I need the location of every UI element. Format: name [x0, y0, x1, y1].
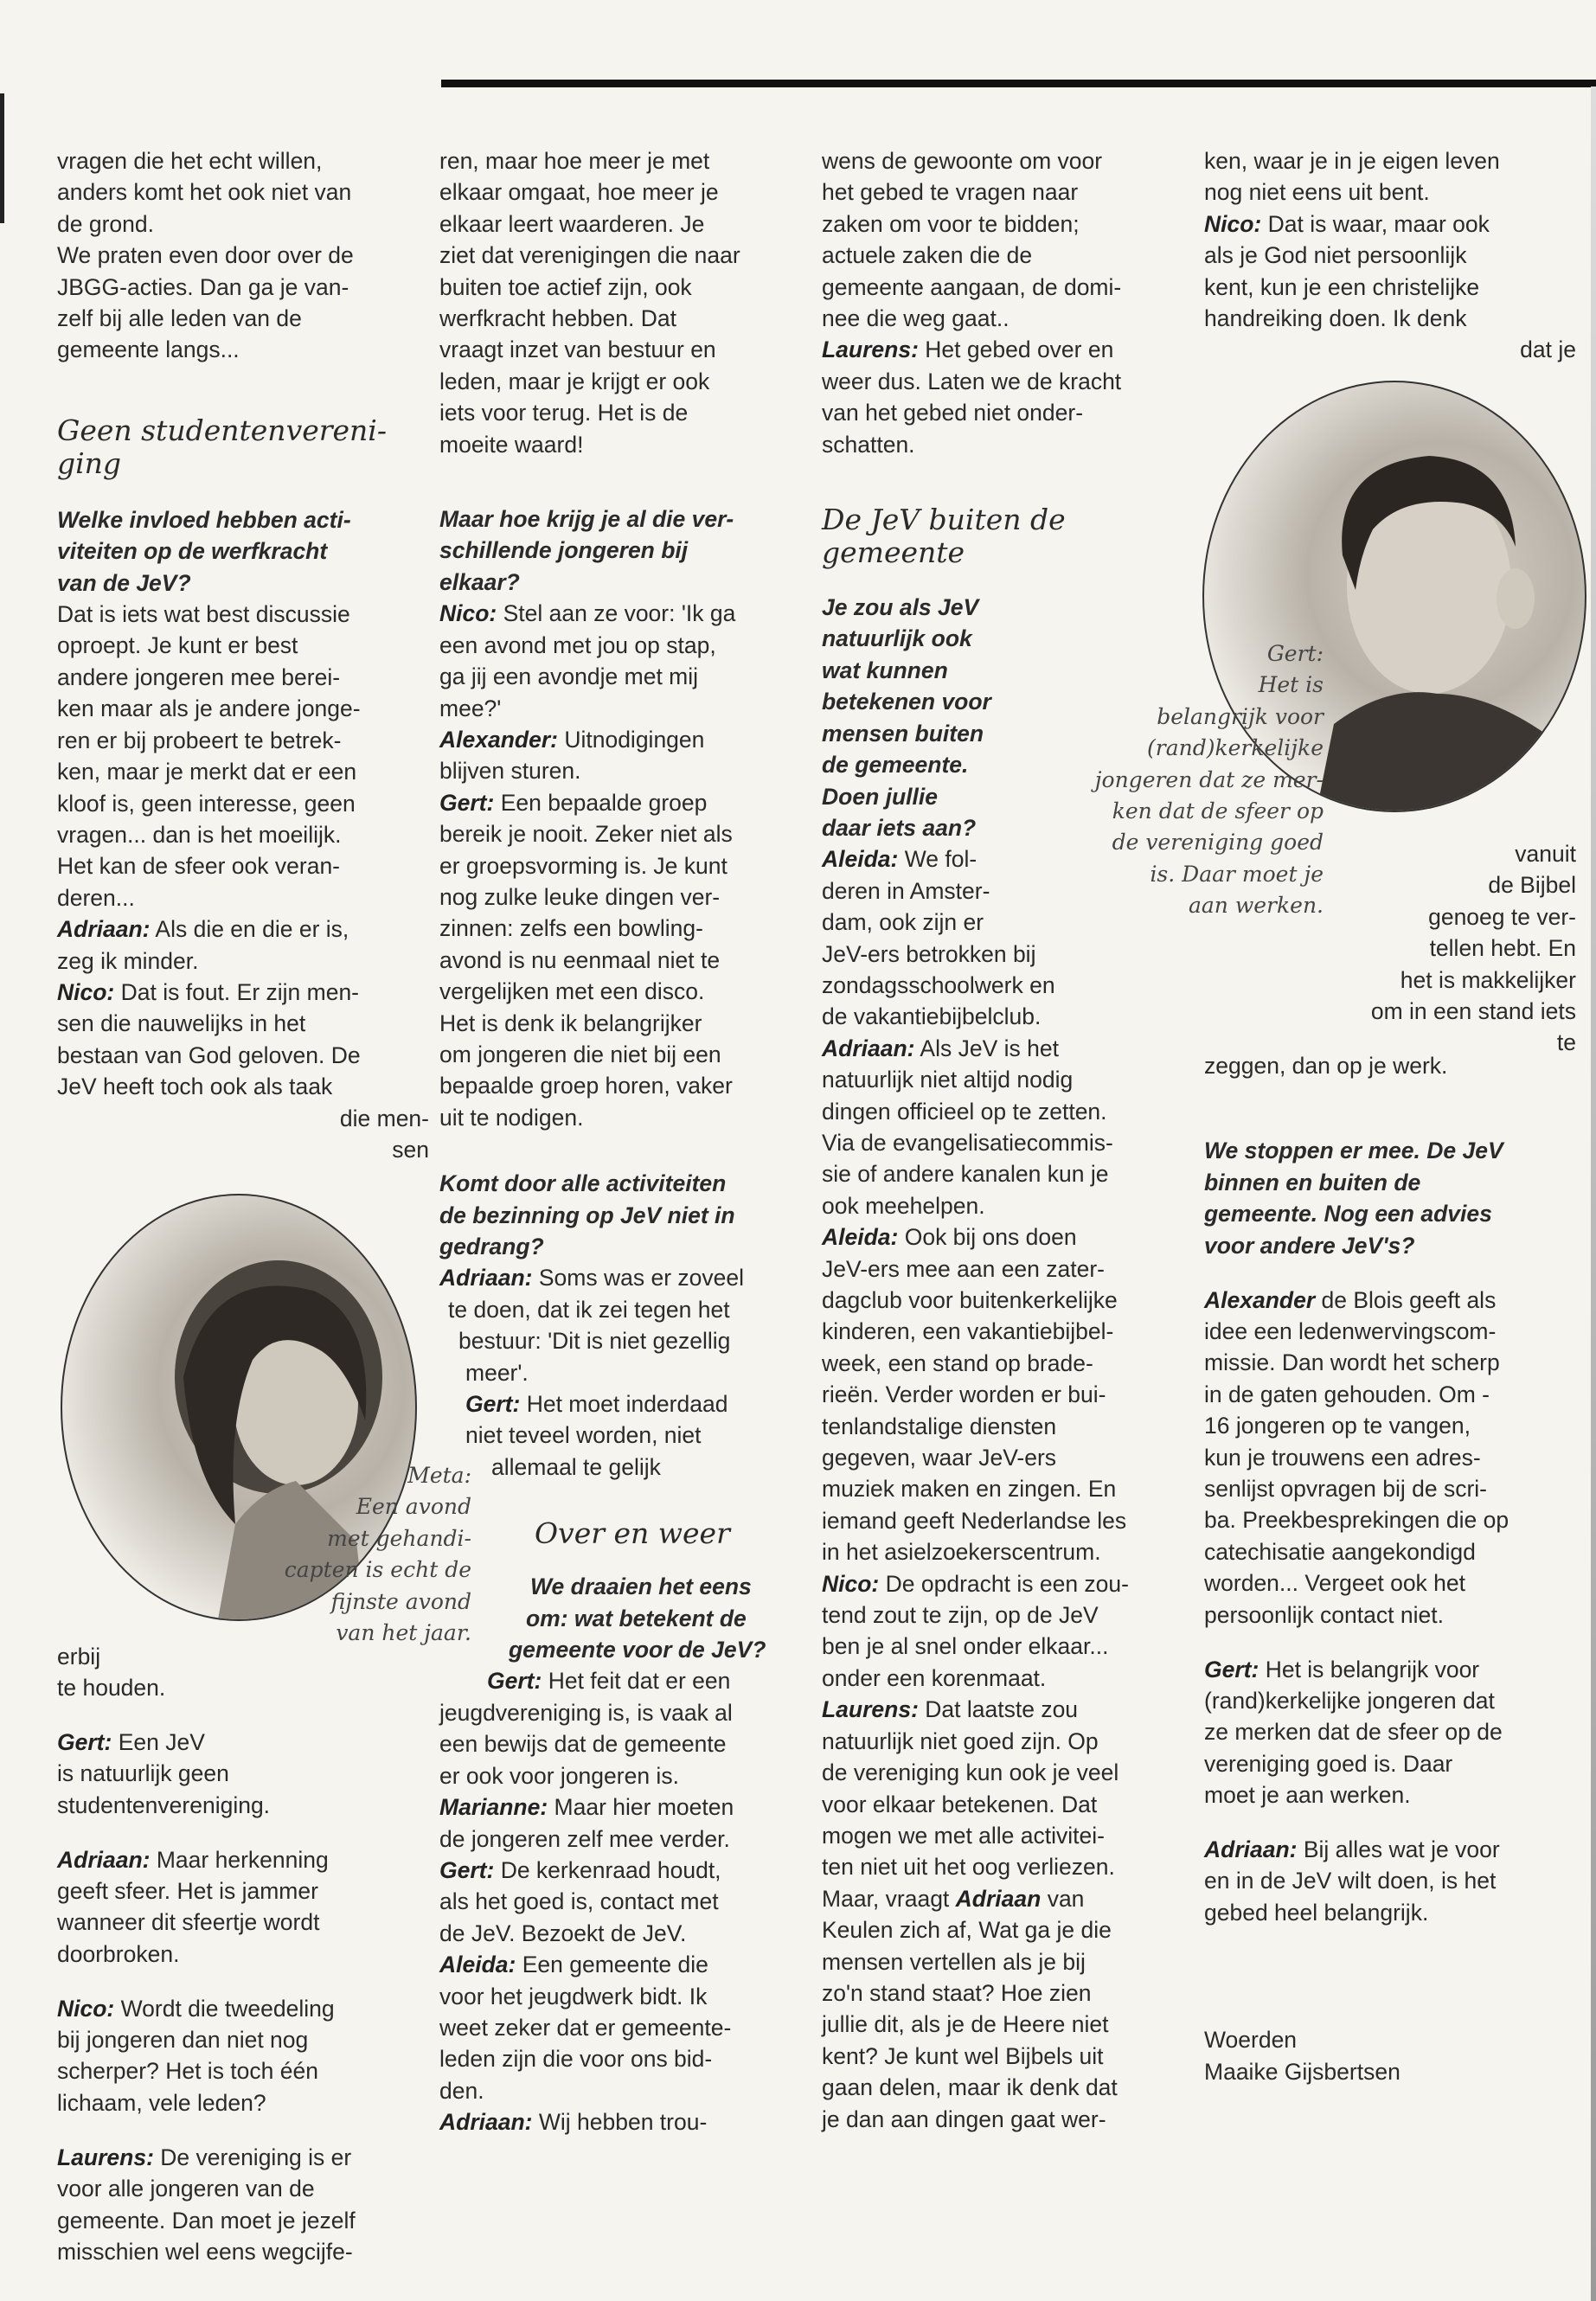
speaker-gert-6: Gert: Het is belangrijk voor (rand)kerkelijke jongeren dat ze merken dat de sfeer op de vereniging goed is. Daar moet je aan werken. [1204, 1656, 1503, 1809]
heading-jev-buiten-gemeente: De JeV buiten de gemeente [822, 503, 1066, 570]
speaker-nico-3: Nico: Stel aan ze voor: 'Ik ga een avond met jou op stap, ga jij een avondje met mij mee?' [439, 600, 736, 721]
speaker-marianne: Marianne: Maar hier moeten de jongeren zelf mee verder. [439, 1794, 734, 1852]
column-1-bottom [57, 1618, 429, 2291]
column-3 [822, 145, 1194, 2135]
speaker-gert-3: Gert: Het moet inderdaad niet teveel worden, niet allemaal te gelijk [465, 1391, 728, 1480]
signature-place: Woerden [1204, 2027, 1298, 2054]
column-4-bottom [1204, 1027, 1576, 2111]
speaker-gert-2: Gert: Een bepaalde groep bereik je nooit. Zeker niet als er groepsvorming is. Je kunt nog zulke leuke dingen ver- zinnen: zelfs een bowling- avond is nu eenmaal niet te vergelijken met een disco. Het is denk ik belangrijker om jongeren die niet bij een bepaalde groep horen, vaker uit te nodigen. [439, 789, 733, 1131]
col1-bottom-start: erbij te houden. [57, 1643, 166, 1701]
corner-rule [0, 93, 4, 223]
col3-top: wens de gewoonte om voor het gebed te vragen naar zaken om voor te bidden; actuele zaken die de gemeente aangaan, de domi- nee die weg gaat.. [822, 148, 1122, 332]
speaker-gert-4: Gert: Het feit dat er een jeugdvereniging is, is vaak al een bewijs dat de gemeente er ook voor jongeren is. [439, 1668, 733, 1789]
speaker-aleida-1: Aleida: Een gemeente die voor het jeugdwerk bidt. Ik weet zeker dat er gemeente- leden zijn die voor ons bid- den. [439, 1952, 732, 2104]
speaker-laurens-2: Laurens: Het gebed over en weer dus. Laten we de kracht van het gebed niet onder- schatten. [822, 336, 1122, 458]
top-rule [441, 80, 1596, 87]
answer-invloed: Dat is iets wat best discussie oproept. Je kunt er best andere jongeren mee berei- ken maar als je andere jonge- ren er bij probeert te betrek- ken, maar je merkt dat er een kloof is, geen interesse, geen vragen... dan is het moeilijk. Het kan de sfeer ook veran- deren... [57, 601, 361, 911]
speaker-nico-4: Nico: De opdracht is een zou- tend zout te zijn, op de JeV ben je al snel onder elkaar... onder een korenmaat. [822, 1570, 1129, 1691]
speaker-laurens-3: Laurens: Dat laatste zou natuurlijk niet goed zijn. Op de vereniging kun ook je veel voor elkaar betekenen. Dat mogen we met alle activitei- ten niet uit het oog verliezen. Maar, vraagt Adriaan van Keulen zich af, Wat ga je die mensen vertellen als je bij zo'n stand staat? Hoe zien jullie dit, als je de Heere niet kent? Je kunt wel Bijbels uit gaan delen, maar ik denk dat je dan aan dingen gaat wer- [822, 1696, 1119, 2132]
question-bezinning: Komt door alle activiteiten de bezinning op JeV niet in gedrang? [439, 1170, 735, 1259]
column-4 [1204, 145, 1576, 366]
speaker-gert-5: Gert: De kerkenraad houdt, als het goed is, contact met de JeV. Bezoekt de JeV. [439, 1856, 721, 1946]
page-edge-shadow [1591, 87, 1596, 2301]
wrap-right-1: die men- sen [339, 1105, 429, 1163]
speaker-aleida-2: Aleida: We fol- deren in Amster- dam, ook zijn er JeV-ers betrokken bij zondagsschoolwerk en de vakantiebijbelclub. [822, 846, 1055, 1030]
speaker-nico-2: Nico: Wordt die tweedeling bij jongeren dan niet nog scherper? Het is toch één lichaam, vele leden? [57, 1995, 335, 2116]
question-jongeren-bij-elkaar: Maar hoe krijg je al die ver- schillende jongeren bij elkaar? [439, 506, 734, 595]
column-1 [57, 145, 429, 1165]
signature [1204, 2024, 1576, 2087]
col1-intro: vragen die het echt willen, anders komt het ook niet van de grond. We praten even door over de JBGG-acties. Dan ga je van- zelf bij alle leden van de gemeente langs... [57, 148, 354, 363]
question-advies: We stoppen er mee. De JeV binnen en buiten de gemeente. Nog een advies voor andere JeV's? [1204, 1138, 1503, 1259]
heading-geen-studentenvereniging: Geen studentenvereni- ging [57, 413, 387, 480]
column-2 [439, 145, 811, 2138]
speaker-gert-1: Gert: Een JeV is natuurlijk geen studentenvereniging. [57, 1728, 271, 1818]
speaker-adriaan-2: Adriaan: Maar herkenning geeft sfeer. Het is jammer wanneer dit sfeertje wordt doorbroken. [57, 1846, 329, 1967]
speaker-adriaan-4: Adriaan: Wij hebben trou- [439, 2109, 708, 2136]
speaker-aleida-3: Aleida: Ook bij ons doen JeV-ers mee aan een zater- dagclub voor buitenkerkelijke kinderen, een vakantiebijbel- week, een stand op brade- rieën. Verder worden er bui- tenlandstalige diensten gegeven, waar JeV-ers muziek maken en zingen. En iemand geeft Nederlandse les in het asielzoekerscentrum. [822, 1224, 1127, 1566]
speaker-alexander-2: Alexander de Blois geeft als idee een ledenwervingscom- missie. Dan wordt het scherp in de gaten gehouden. Om - 16 jongeren op te vangen, kun je trouwens een adres- senlijst opvragen bij de scri- ba. Preekbesprekingen die op catechisatie aangekondigd worden... Vergeet ook het persoonlijk contact niet. [1204, 1286, 1509, 1628]
speaker-nico-1: Nico: Dat is fout. Er zijn men- sen die nauwelijks in het bestaan van God geloven. De JeV heeft toch ook als taak [57, 978, 361, 1100]
col2-top: ren, maar hoe meer je met elkaar omgaat, hoe meer je elkaar leert waarderen. Je ziet dat verenigingen die naar buiten toe actief zijn, ook werfkracht hebben. Dat vraagt inzet van bestuur en leden, maar je krijgt er ook iets voor terug. Het is de moeite waard! [439, 148, 740, 458]
speaker-adriaan-5: Adriaan: Als JeV is het natuurlijk niet altijd nodig dingen officieel op te zetten. Via de evangelisatiecommis- sie of andere kanalen kun je ook meehelpen. [822, 1035, 1113, 1219]
col4-wrap-text: vanuit de Bijbel genoeg te ver- tellen hebt. En het is makkelijker om in een stand iets te [1370, 841, 1576, 1056]
question-invloed: Welke invloed hebben acti- viteiten op de werfkracht van de JeV? [57, 506, 351, 596]
speaker-alexander-1: Alexander: Uitnodigingen blijven sturen. [439, 726, 705, 785]
signature-author: Maaike Gijsbertsen [1204, 2058, 1401, 2085]
heading-over-en-weer: Over en weer [535, 1516, 730, 1551]
col4-top: ken, waar je in je eigen leven nog niet eens uit bent. [1204, 148, 1500, 206]
speaker-adriaan-1: Adriaan: Als die en die er is, zeg ik minder. [57, 916, 349, 974]
speaker-adriaan-3: Adriaan: Soms was er zoveel te doen, dat ik zei tegen het bestuur: 'Dit is niet gezellig meer'. [439, 1265, 744, 1386]
caption-meta: Meta: Een avond met gehandi- capten is echt de fijnste avond van het jaar. [284, 1463, 471, 1646]
caption-gert: Gert: Het is belangrijk voor (rand)kerkelijke jongeren dat ze mer- ken dat de sfeer op de vereniging goed is. Daar moet je aan werken. [1094, 641, 1324, 919]
speaker-laurens-1: Laurens: De vereniging is er voor alle jongeren van de gemeente. Dan moet je jezelf misschien wel eens wegcijfe- [57, 2144, 356, 2265]
speaker-nico-5: Nico: Dat is waar, maar ook als je God niet persoonlijk kent, kun je een christelijke handreiking doen. Ik denk [1204, 210, 1490, 332]
question-gemeente-voor-jev: We draaien het eens om: wat betekent de gemeente voor de JeV? [509, 1574, 766, 1663]
col4-zeggen: zeggen, dan op je werk. [1204, 1052, 1448, 1079]
speaker-adriaan-6: Adriaan: Bij alles wat je voor en in de JeV wilt doen, is het gebed heel belangrijk. [1204, 1836, 1500, 1926]
wrap-right-dat-je: dat je [1520, 336, 1576, 363]
question-buiten-gemeente: Je zou als JeV natuurlijk ook wat kunnen betekenen voor mensen buiten de gemeente. Doen jullie daar iets aan? [822, 594, 991, 841]
